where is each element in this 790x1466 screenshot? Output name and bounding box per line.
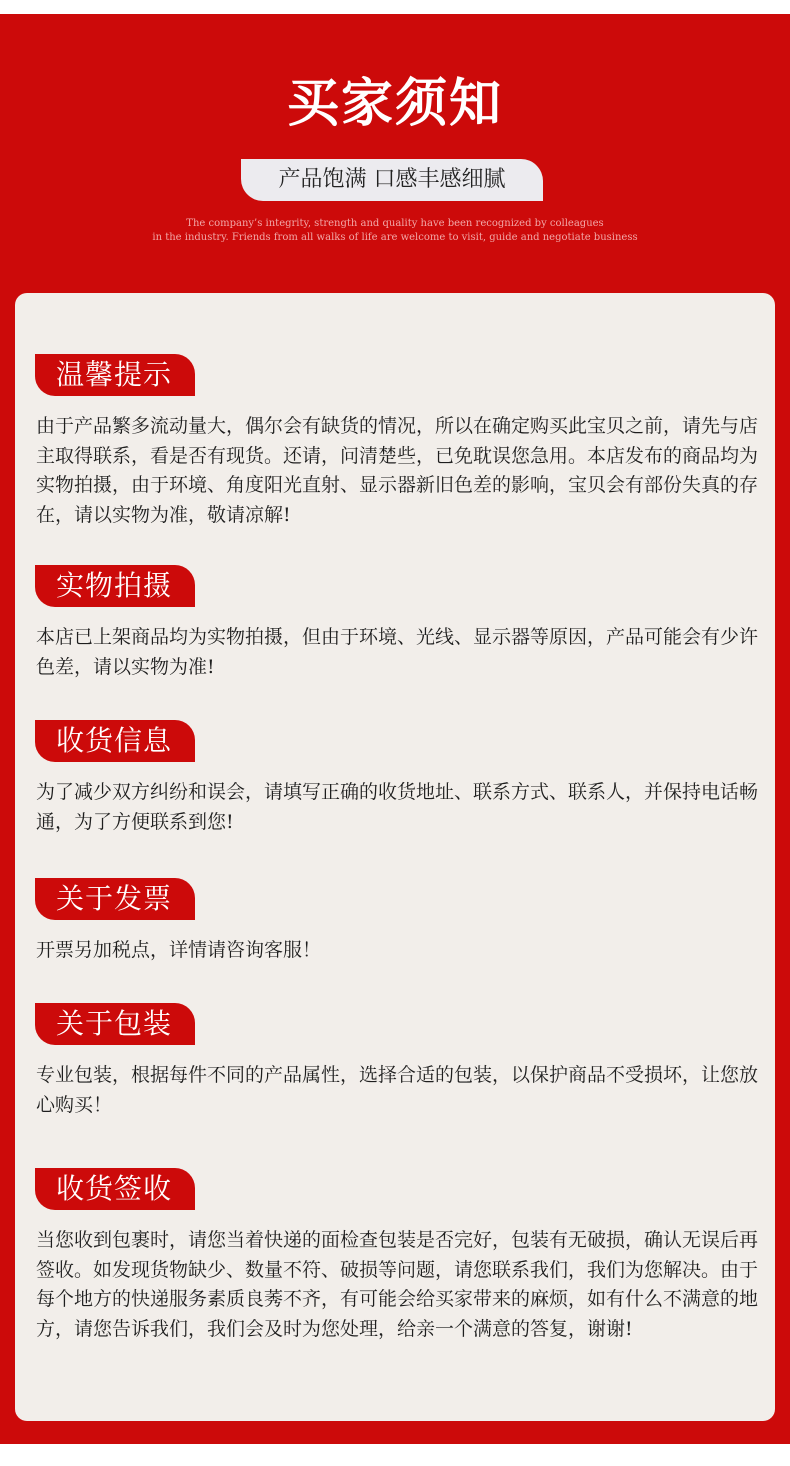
section-body-warm-tips: 由于产品繁多流动量大，偶尔会有缺货的情况，所以在确定购买此宝贝之前，请先与店主取得联系，看是否有现货。还请，问清楚些，已免耽误您急用。本店发布的商品均为实物拍摄，由于环境、角度阳光直射、显示器新旧色差的影响，宝贝会有部份失真的存在，请以实物为准，敬请凉解!	[36, 415, 759, 526]
page-title: 买家须知	[286, 73, 503, 134]
english-tagline-line-1: The company’s integrity, strength and quality have been recognized by colleagues	[186, 218, 604, 229]
section-body-shipping-info: 为了减少双方纠纷和误会，请填写正确的收货地址、联系方式、联系人，并保持电话畅通，为了方便联系到您!	[36, 781, 759, 833]
english-tagline-line-2: in the industry. Friends from all walks of life are welcome to visit, guide and negotiate business	[152, 232, 638, 243]
section-body-real-photos: 本店已上架商品均为实物拍摄，但由于环境、光线、显示器等原因，产品可能会有少许色差，请以实物为准!	[36, 626, 759, 678]
section-body-delivery-sign: 当您收到包裹时，请您当着快递的面检查包装是否完好，包装有无破损，确认无误后再签收。如发现货物缺少、数量不符、破损等问题，请您联系我们，我们为您解决。由于每个地方的快递服务素质良莠不齐，有可能会给买家带来的麻烦，如有什么不满意的地方，请您告诉我们，我们会及时为您处理，给亲一个满意的答复，谢谢!	[36, 1229, 759, 1340]
section-heading-delivery-sign: 收货签收	[35, 1168, 195, 1210]
section-body-invoice: 开票另加税点，详情请咨询客服！	[36, 939, 322, 961]
section-body-packaging: 专业包装，根据每件不同的产品属性，选择合适的包装，以保护商品不受损坏，让您放心购买！	[36, 1064, 759, 1116]
section-heading-invoice: 关于发票	[35, 878, 195, 920]
section-heading-warm-tips: 温馨提示	[35, 354, 195, 396]
section-heading-shipping-info: 收货信息	[35, 720, 195, 762]
subtitle-badge: 产品饱满 口感丰感细腻	[241, 159, 543, 201]
section-heading-real-photos: 实物拍摄	[35, 565, 195, 607]
section-heading-packaging: 关于包装	[35, 1003, 195, 1045]
